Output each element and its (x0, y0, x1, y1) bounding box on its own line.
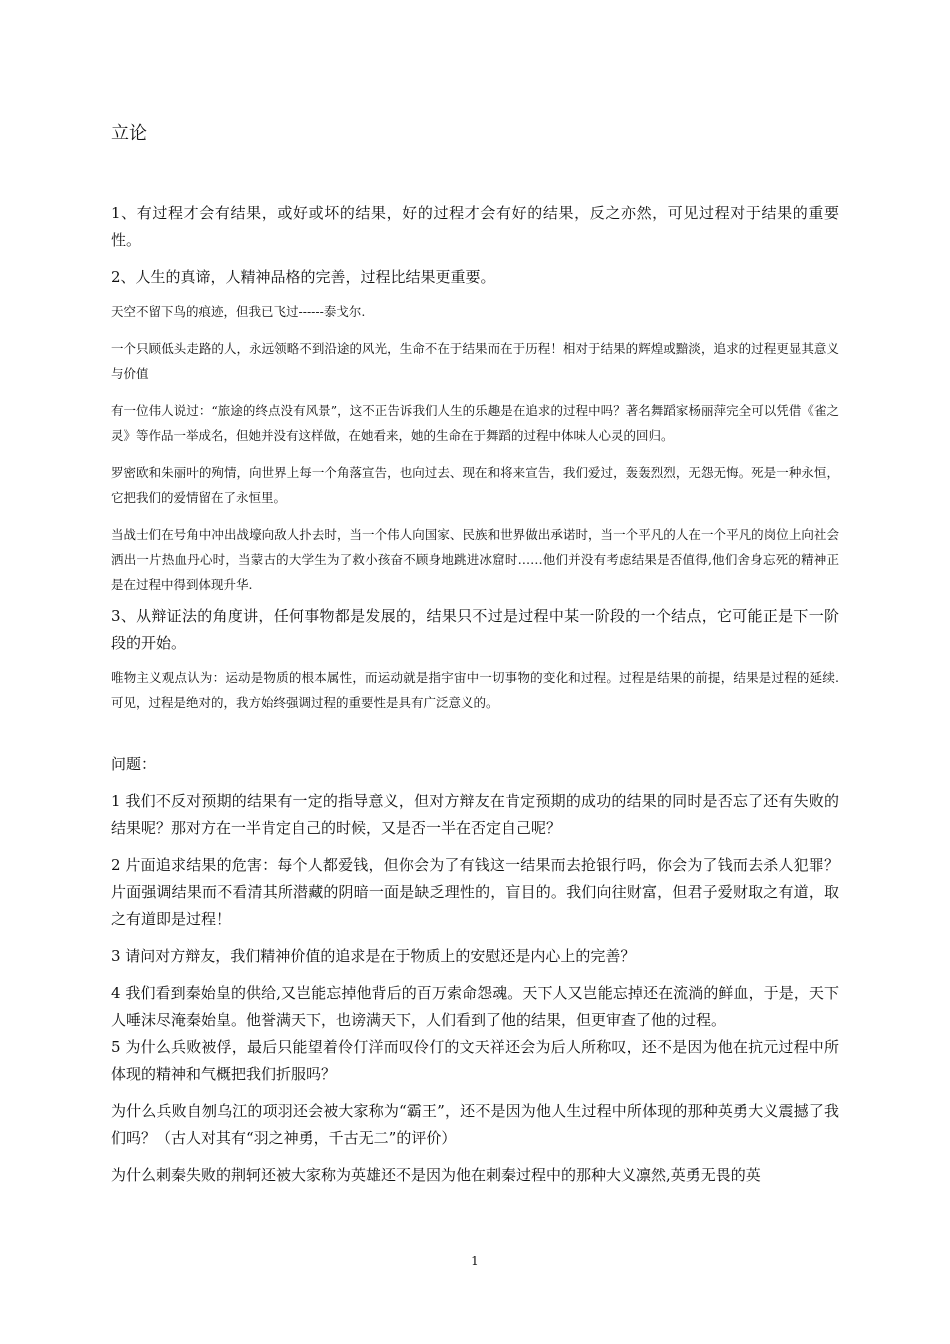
argument-1: 1、有过程才会有结果，或好或坏的结果，好的过程才会有好的结果，反之亦然，可见过程对于结果的重要性。 (111, 204, 839, 249)
section-heading-argument: 立论 (111, 123, 147, 144)
argument-2: 2、人生的真谛，人精神品格的完善，过程比结果更重要。 (111, 268, 496, 286)
section-heading-questions: 问题： (111, 755, 157, 773)
paragraph-romeo-juliet: 罗密欧和朱丽叶的殉情，向世界上每一个角落宣告，也向过去、现在和将来宣告，我们爱过，轰轰烈烈，无怨无悔。死是一种永恒，它把我们的爱情留在了永恒里。 (111, 465, 839, 505)
quote-tagore: 天空不留下鸟的痕迹，但我已飞过------泰戈尔. (111, 304, 366, 319)
page-body (111, 120, 839, 1199)
question-4: 4 我们看到秦始皇的供给,又岂能忘掉他背后的百万索命怨魂。天下人又岂能忘掉还在流淌的鲜血，于是，天下人唾沫尽淹秦始皇。他誉满天下，也谤满天下，人们看到了他的结果，但更审查了他的过程。 (111, 984, 839, 1029)
paragraph-materialism: 唯物主义观点认为：运动是物质的根本属性，而运动就是指宇宙中一切事物的变化和过程。过程是结果的前提，结果是过程的延续.可见，过程是绝对的，我方始终强调过程的重要性是具有广泛意义的。 (111, 670, 839, 710)
paragraph-journey: 一个只顾低头走路的人，永远领略不到沿途的风光，生命不在于结果而在于历程！相对于结果的辉煌或黯淡，追求的过程更显其意义与价值 (111, 341, 839, 381)
question-2: 2 片面追求结果的危害：每个人都爱钱，但你会为了有钱这一结果而去抢银行吗，你会为了钱而去杀人犯罪？片面强调结果而不看清其所潜藏的阴暗一面是缺乏理性的，盲目的。我们向往财富，但君子爱财取之有道，取之有道即是过程！ (111, 856, 839, 928)
question-5: 5 为什么兵败被俘，最后只能望着伶仃洋而叹伶仃的文天祥还会为后人所称叹，还不是因为他在抗元过程中所体现的精神和气概把我们折服吗？ (111, 1038, 839, 1083)
page-number: 1 (471, 1254, 479, 1268)
question-3: 3 请问对方辩友，我们精神价值的追求是在于物质上的安慰还是内心上的完善？ (111, 947, 636, 965)
question-1: 1 我们不反对预期的结果有一定的指导意义，但对方辩友在肯定预期的成功的结果的同时是否忘了还有失败的结果呢？那对方在一半肯定自己的时候，又是否一半在否定自己呢？ (111, 792, 839, 837)
paragraph-great-man: 有一位伟人说过：“旅途的终点没有风景”，这不正告诉我们人生的乐趣是在追求的过程中吗？著名舞蹈家杨丽萍完全可以凭借《雀之灵》等作品一举成名，但她并没有这样做，在她看来，她的生命在于舞蹈的过程中体味人心灵的回归。 (111, 403, 839, 443)
paragraph-soldiers: 当战士们在号角中冲出战壕向敌人扑去时，当一个伟人向国家、民族和世界做出承诺时，当一个平凡的人在一个平凡的岗位上向社会洒出一片热血丹心时，当蒙古的大学生为了救小孩奋不顾身地跳进冰窟时……他们并没有考虑结果是否值得,他们舍身忘死的精神正是在过程中得到体现升华. (111, 527, 839, 592)
question-7: 为什么刺秦失败的荆轲还被大家称为英雄还不是因为他在刺秦过程中的那种大义凛然,英勇无畏的英 (111, 1166, 761, 1184)
argument-3: 3、从辩证法的角度讲，任何事物都是发展的，结果只不过是过程中某一阶段的一个结点，它可能正是下一阶段的开始。 (111, 607, 839, 652)
question-6: 为什么兵败自刎乌江的项羽还会被大家称为“霸王”，还不是因为他人生过程中所体现的那种英勇大义震撼了我们吗？（古人对其有“羽之神勇，千古无二”的评价） (111, 1102, 839, 1147)
